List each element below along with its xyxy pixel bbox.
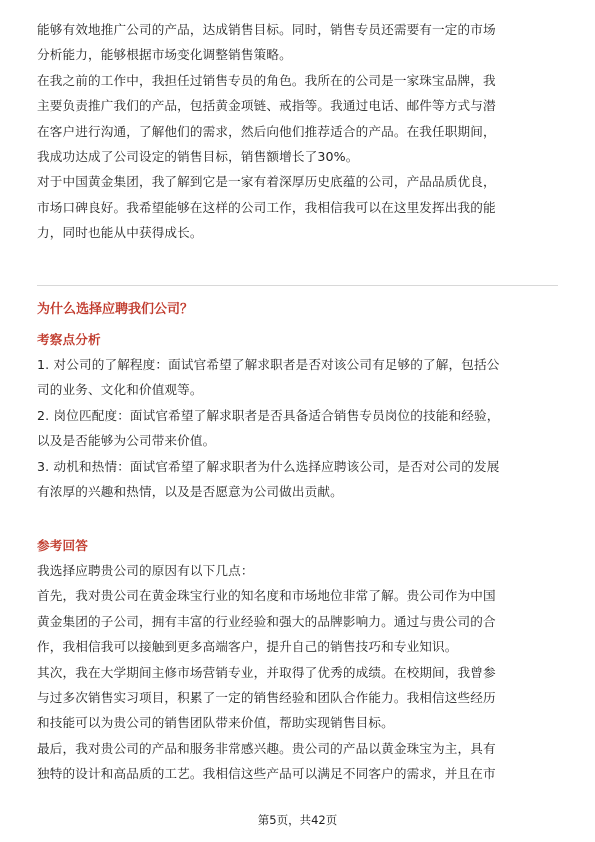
text-line: 在客户进行沟通，了解他们的需求，然后向他们推荐适合的产品。在我任职期间，: [37, 123, 496, 139]
text-line: 以及是否能够为公司带来价值。: [37, 433, 216, 449]
text-line: 1. 对公司的了解程度：面试官希望了解求职者是否对该公司有足够的了解，包括公: [37, 357, 500, 372]
answer-section: [37, 533, 558, 787]
analysis-section: [37, 327, 558, 504]
text-line: 黄金集团的子公司，拥有丰富的行业经验和强大的品牌影响力。通过与贵公司的合: [37, 613, 496, 629]
text-line: 和技能可以为贵公司的销售团队带来价值，帮助实现销售目标。: [37, 715, 394, 731]
text-line: 我成功达成了公司设定的销售目标，销售额增长了30%。: [37, 149, 359, 165]
intro-text: [37, 17, 558, 246]
text-line: 我选择应聘贵公司的原因有以下几点：: [37, 563, 254, 578]
text-line: 其次，我在大学期间主修市场营销专业，并取得了优秀的成绩。在校期间，我曾参: [37, 664, 496, 680]
text-line: 3. 动机和热情：面试官希望了解求职者为什么选择应聘该公司，是否对公司的发展: [37, 458, 500, 474]
text-line: 能够有效地推广公司的产品，达成销售目标。同时，销售专员还需要有一定的市场: [37, 22, 496, 37]
text-line: 2. 岗位匹配度：面试官希望了解求职者是否具备适合销售专员岗位的技能和经验，: [37, 407, 500, 423]
text-line: 主要负责推广我们的产品，包括黄金项链、戒指等。我通过电话、邮件等方式与潜: [37, 98, 496, 114]
text-line: 作，我相信我可以接触到更多高端客户，提升自己的销售技巧和专业知识。: [37, 639, 458, 655]
answer-heading: 参考回答: [37, 538, 88, 553]
text-line: 对于中国黄金集团，我了解到它是一家有着深厚历史底蕴的公司，产品品质优良，: [37, 174, 496, 190]
page-number-footer: 第5页，共42页: [257, 813, 338, 827]
text-line: 力，同时也能从中获得成长。: [37, 225, 203, 241]
text-line: 市场口碑良好。我希望能够在这样的公司工作，我相信我可以在这里发挥出我的能: [37, 199, 496, 215]
analysis-heading: 考察点分析: [37, 332, 101, 347]
text-line: 与过多次销售实习项目，积累了一定的销售经验和团队合作能力。我相信这些经历: [37, 690, 496, 706]
text-line: 首先，我对贵公司在黄金珠宝行业的知名度和市场地位非常了解。贵公司作为中国: [37, 588, 496, 604]
section-divider: [37, 285, 558, 286]
text-line: 独特的设计和高品质的工艺。我相信这些产品可以满足不同客户的需求，并且在市: [37, 766, 496, 782]
text-line: 在我之前的工作中，我担任过销售专员的角色。我所在的公司是一家珠宝品牌，我: [37, 72, 496, 88]
text-line: 有浓厚的兴趣和热情，以及是否愿意为公司做出贡献。: [37, 484, 343, 500]
text-line: 分析能力，能够根据市场变化调整销售策略。: [37, 47, 292, 63]
text-line: 最后，我对贵公司的产品和服务非常感兴趣。贵公司的产品以黄金珠宝为主，具有: [37, 740, 496, 756]
question-title: 为什么选择应聘我们公司？: [37, 302, 194, 317]
text-line: 司的业务、文化和价值观等。: [37, 382, 203, 398]
